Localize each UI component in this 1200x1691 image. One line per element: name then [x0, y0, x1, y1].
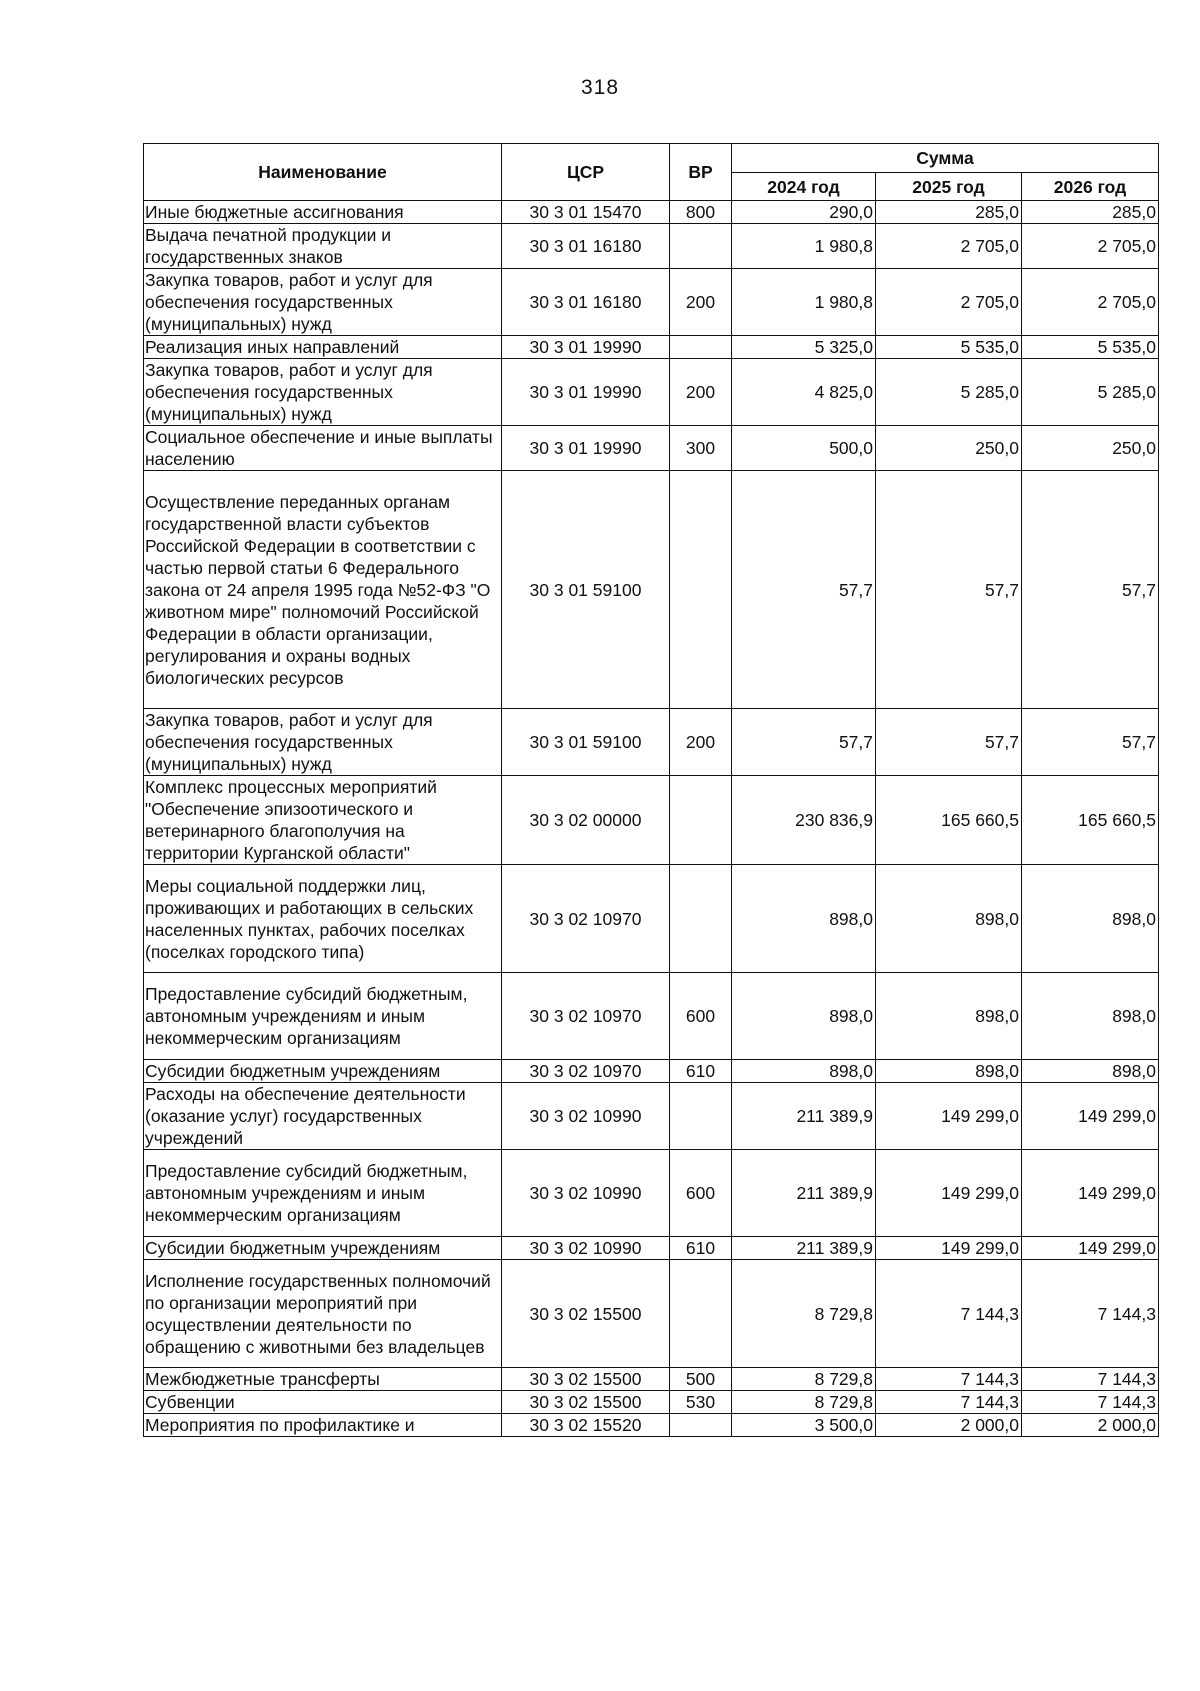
row-vr — [670, 224, 732, 269]
row-value-2024: 8 729,8 — [732, 1368, 876, 1391]
table-row — [144, 201, 1159, 224]
row-vr — [670, 1083, 732, 1150]
row-value-2025: 7 144,3 — [876, 1368, 1022, 1391]
row-vr: 600 — [670, 973, 732, 1060]
table-row — [144, 1391, 1159, 1414]
row-value-2026: 149 299,0 — [1022, 1083, 1159, 1150]
row-value-2024: 8 729,8 — [732, 1391, 876, 1414]
table-row — [144, 1260, 1159, 1368]
row-value-2025: 898,0 — [876, 973, 1022, 1060]
row-value-2026: 2 705,0 — [1022, 269, 1159, 336]
row-value-2024: 1 980,8 — [732, 224, 876, 269]
row-csr: 30 3 02 10970 — [502, 973, 670, 1060]
header-sum: Сумма — [732, 144, 1159, 173]
table-row — [144, 224, 1159, 269]
row-value-2026: 5 535,0 — [1022, 336, 1159, 359]
row-value-2024: 211 389,9 — [732, 1083, 876, 1150]
row-name: Исполнение государственных полномочий по организации мероприятий при осуществлении деятельности по обращению с животными без владельцев — [144, 1260, 502, 1368]
row-name: Иные бюджетные ассигнования — [144, 201, 502, 224]
row-name: Предоставление субсидий бюджетным, автономным учреждениям и иным некоммерческим организациям — [144, 973, 502, 1060]
row-value-2024: 57,7 — [732, 709, 876, 776]
row-value-2024: 898,0 — [732, 973, 876, 1060]
row-value-2026: 165 660,5 — [1022, 776, 1159, 865]
row-csr: 30 3 01 16180 — [502, 269, 670, 336]
row-value-2026: 898,0 — [1022, 1060, 1159, 1083]
row-value-2026: 7 144,3 — [1022, 1391, 1159, 1414]
row-value-2025: 149 299,0 — [876, 1237, 1022, 1260]
table-row — [144, 709, 1159, 776]
row-value-2025: 7 144,3 — [876, 1391, 1022, 1414]
table-row — [144, 269, 1159, 336]
row-value-2025: 57,7 — [876, 709, 1022, 776]
row-csr: 30 3 02 10990 — [502, 1237, 670, 1260]
row-value-2025: 57,7 — [876, 471, 1022, 709]
row-csr: 30 3 02 15500 — [502, 1391, 670, 1414]
row-value-2025: 165 660,5 — [876, 776, 1022, 865]
row-value-2025: 285,0 — [876, 201, 1022, 224]
table-row — [144, 973, 1159, 1060]
row-value-2026: 149 299,0 — [1022, 1237, 1159, 1260]
row-vr: 600 — [670, 1150, 732, 1237]
row-value-2026: 898,0 — [1022, 865, 1159, 973]
row-value-2026: 250,0 — [1022, 426, 1159, 471]
row-name: Осуществление переданных органам государственной власти субъектов Российской Федерации в соответствии с частью первой статьи 6 Федерального закона от 24 апреля 1995 года №52-ФЗ "О животном мире" полномочий Российской Федерации в области организации, регулирования и охраны водных биологических ресурсов — [144, 471, 502, 709]
row-name: Субсидии бюджетным учреждениям — [144, 1237, 502, 1260]
row-vr — [670, 1414, 732, 1437]
row-vr: 610 — [670, 1060, 732, 1083]
row-value-2024: 230 836,9 — [732, 776, 876, 865]
row-name: Мероприятия по профилактике и — [144, 1414, 502, 1437]
table-body — [144, 201, 1159, 1437]
row-value-2025: 149 299,0 — [876, 1150, 1022, 1237]
row-value-2024: 898,0 — [732, 1060, 876, 1083]
row-value-2026: 57,7 — [1022, 709, 1159, 776]
row-value-2025: 5 535,0 — [876, 336, 1022, 359]
row-vr — [670, 865, 732, 973]
row-vr — [670, 776, 732, 865]
table-row — [144, 1060, 1159, 1083]
row-name: Расходы на обеспечение деятельности (оказание услуг) государственных учреждений — [144, 1083, 502, 1150]
table-row — [144, 1368, 1159, 1391]
row-value-2024: 898,0 — [732, 865, 876, 973]
row-name: Комплекс процессных мероприятий "Обеспечение эпизоотического и ветеринарного благополучия на территории Курганской области" — [144, 776, 502, 865]
header-name: Наименование — [144, 144, 502, 201]
row-value-2024: 290,0 — [732, 201, 876, 224]
row-name: Реализация иных направлений — [144, 336, 502, 359]
row-csr: 30 3 01 59100 — [502, 471, 670, 709]
row-value-2026: 285,0 — [1022, 201, 1159, 224]
table-row — [144, 1414, 1159, 1437]
row-name: Субсидии бюджетным учреждениям — [144, 1060, 502, 1083]
row-name: Межбюджетные трансферты — [144, 1368, 502, 1391]
row-vr: 200 — [670, 359, 732, 426]
row-name: Закупка товаров, работ и услуг для обеспечения государственных (муниципальных) нужд — [144, 359, 502, 426]
table-row — [144, 471, 1159, 709]
budget-table — [143, 143, 1159, 1437]
row-vr: 610 — [670, 1237, 732, 1260]
row-value-2025: 149 299,0 — [876, 1083, 1022, 1150]
header-csr: ЦСР — [502, 144, 670, 201]
row-value-2026: 7 144,3 — [1022, 1368, 1159, 1391]
row-csr: 30 3 02 10990 — [502, 1083, 670, 1150]
row-csr: 30 3 02 10990 — [502, 1150, 670, 1237]
row-name: Выдача печатной продукции и государственных знаков — [144, 224, 502, 269]
row-vr — [670, 336, 732, 359]
table-row — [144, 1237, 1159, 1260]
row-value-2024: 4 825,0 — [732, 359, 876, 426]
row-vr: 200 — [670, 269, 732, 336]
row-vr — [670, 1260, 732, 1368]
row-value-2024: 500,0 — [732, 426, 876, 471]
row-vr: 300 — [670, 426, 732, 471]
row-value-2025: 5 285,0 — [876, 359, 1022, 426]
row-value-2026: 149 299,0 — [1022, 1150, 1159, 1237]
row-value-2024: 211 389,9 — [732, 1237, 876, 1260]
row-value-2024: 211 389,9 — [732, 1150, 876, 1237]
row-value-2025: 898,0 — [876, 1060, 1022, 1083]
row-csr: 30 3 01 15470 — [502, 201, 670, 224]
row-value-2024: 8 729,8 — [732, 1260, 876, 1368]
row-value-2024: 3 500,0 — [732, 1414, 876, 1437]
table-row — [144, 426, 1159, 471]
row-value-2025: 250,0 — [876, 426, 1022, 471]
row-name: Меры социальной поддержки лиц, проживающих и работающих в сельских населенных пунктах, рабочих поселках (поселках городского типа) — [144, 865, 502, 973]
row-csr: 30 3 02 10970 — [502, 1060, 670, 1083]
row-csr: 30 3 01 59100 — [502, 709, 670, 776]
table-row — [144, 776, 1159, 865]
table-header — [144, 144, 1159, 201]
row-name: Субвенции — [144, 1391, 502, 1414]
row-csr: 30 3 02 00000 — [502, 776, 670, 865]
row-name: Социальное обеспечение и иные выплаты населению — [144, 426, 502, 471]
header-year-2025: 2025 год — [876, 173, 1022, 201]
header-year-2026: 2026 год — [1022, 173, 1159, 201]
row-value-2025: 2 000,0 — [876, 1414, 1022, 1437]
row-value-2025: 2 705,0 — [876, 269, 1022, 336]
row-value-2026: 2 000,0 — [1022, 1414, 1159, 1437]
row-csr: 30 3 01 19990 — [502, 359, 670, 426]
row-name: Закупка товаров, работ и услуг для обеспечения государственных (муниципальных) нужд — [144, 709, 502, 776]
row-value-2026: 57,7 — [1022, 471, 1159, 709]
row-csr: 30 3 02 10970 — [502, 865, 670, 973]
row-csr: 30 3 01 16180 — [502, 224, 670, 269]
row-value-2024: 57,7 — [732, 471, 876, 709]
row-csr: 30 3 01 19990 — [502, 426, 670, 471]
row-vr — [670, 471, 732, 709]
table-row — [144, 1083, 1159, 1150]
table-row — [144, 865, 1159, 973]
row-value-2026: 5 285,0 — [1022, 359, 1159, 426]
row-value-2024: 5 325,0 — [732, 336, 876, 359]
row-vr: 200 — [670, 709, 732, 776]
header-vr: ВР — [670, 144, 732, 201]
row-vr: 800 — [670, 201, 732, 224]
row-vr: 500 — [670, 1368, 732, 1391]
row-csr: 30 3 02 15500 — [502, 1260, 670, 1368]
row-value-2024: 1 980,8 — [732, 269, 876, 336]
row-csr: 30 3 02 15500 — [502, 1368, 670, 1391]
page-number: 318 — [580, 76, 620, 99]
row-value-2026: 2 705,0 — [1022, 224, 1159, 269]
header-year-2024: 2024 год — [732, 173, 876, 201]
row-value-2025: 7 144,3 — [876, 1260, 1022, 1368]
table-row — [144, 1150, 1159, 1237]
row-value-2025: 898,0 — [876, 865, 1022, 973]
row-name: Предоставление субсидий бюджетным, автономным учреждениям и иным некоммерческим организациям — [144, 1150, 502, 1237]
table-row — [144, 336, 1159, 359]
row-csr: 30 3 01 19990 — [502, 336, 670, 359]
row-vr: 530 — [670, 1391, 732, 1414]
row-value-2025: 2 705,0 — [876, 224, 1022, 269]
row-csr: 30 3 02 15520 — [502, 1414, 670, 1437]
table-row — [144, 359, 1159, 426]
row-value-2026: 7 144,3 — [1022, 1260, 1159, 1368]
row-name: Закупка товаров, работ и услуг для обеспечения государственных (муниципальных) нужд — [144, 269, 502, 336]
row-value-2026: 898,0 — [1022, 973, 1159, 1060]
